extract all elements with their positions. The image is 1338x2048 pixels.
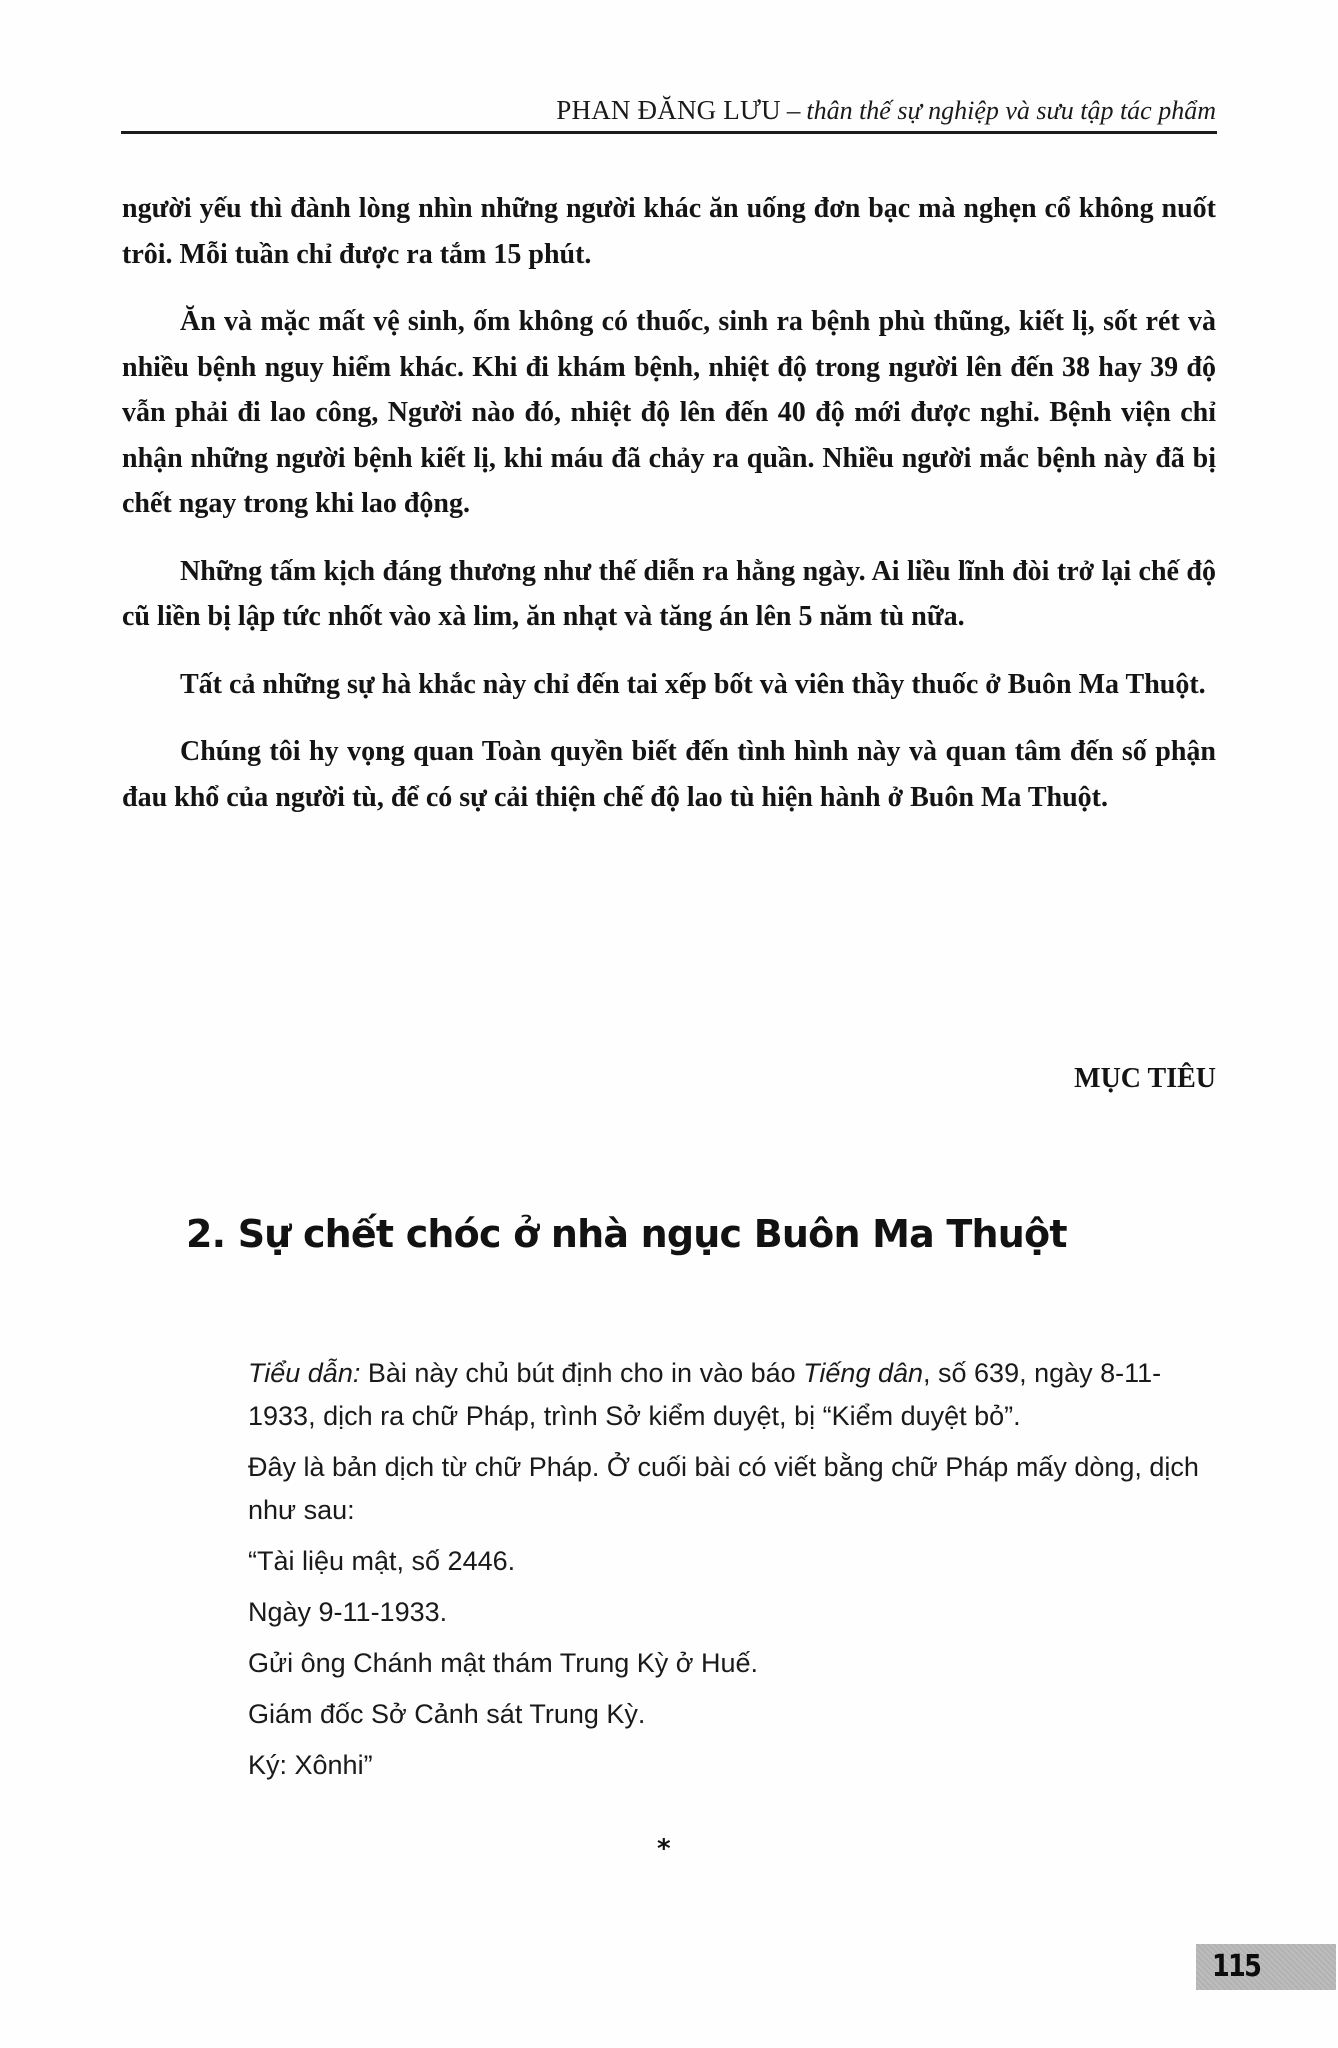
header-rule: [121, 131, 1217, 134]
introductory-note: [248, 1352, 1216, 1795]
header-separator: –: [786, 95, 801, 125]
note-line: Ngày 9-11-1933.: [248, 1597, 448, 1627]
paragraph: Chúng tôi hy vọng quan Toàn quyền biết đến tình hình này và quan tâm đến số phận đau khổ của người tù, để có sự cải thiện chế độ lao tù hiện hành ở Buôn Ma Thuột.: [122, 736, 1216, 813]
note-line: Gửi ông Chánh mật thám Trung Kỳ ở Huế.: [248, 1648, 759, 1678]
author-signature: MỤC TIÊU: [1074, 1063, 1216, 1094]
note-line: Giám đốc Sở Cảnh sát Trung Kỳ.: [248, 1699, 646, 1729]
book-subtitle: thân thế sự nghiệp và sưu tập tác phẩm: [806, 96, 1216, 125]
body-text: [122, 186, 1216, 842]
note-line: “Tài liệu mật, số 2446.: [248, 1546, 516, 1576]
page-number-box: [1196, 1944, 1336, 1990]
note-label: Tiểu dẫn:: [248, 1358, 361, 1388]
note-text: Bài này chủ bút định cho in vào báo: [360, 1358, 804, 1388]
paragraph: Những tấm kịch đáng thương như thế diễn ra hằng ngày. Ai liều lĩnh đòi trở lại chế độ cũ liền bị lập tức nhốt vào xà lim, ăn nhạt và tăng án lên 5 năm tù nữa.: [122, 555, 1216, 632]
page-number: 115: [1212, 1949, 1261, 1984]
section-heading: 2. Sự chết chóc ở nhà ngục Buôn Ma Thuột: [186, 1212, 1067, 1256]
newspaper-name: Tiếng dân: [803, 1358, 924, 1388]
paragraph: người yếu thì đành lòng nhìn những người khác ăn uống đơn bạc mà nghẹn cổ không nuốt trôi. Mỗi tuần chỉ được ra tắm 15 phút.: [122, 193, 1216, 270]
book-title: PHAN ĐĂNG LƯU: [556, 95, 781, 125]
note-text: , số 639, ngày 8-11-1933, dịch ra chữ Pháp, trình Sở kiểm duyệt, bị “Kiểm duyệt bỏ”.: [248, 1358, 1162, 1431]
paragraph: Tất cả những sự hà khắc này chỉ đến tai xếp bốt và viên thầy thuốc ở Buôn Ma Thuột.: [180, 668, 1206, 700]
note-line: Đây là bản dịch từ chữ Pháp. Ở cuối bài có viết bằng chữ Pháp mấy dòng, dịch như sau:: [248, 1452, 1199, 1525]
asterisk-ornament-icon: *: [657, 1834, 671, 1864]
paragraph: Ăn và mặc mất vệ sinh, ốm không có thuốc, sinh ra bệnh phù thũng, kiết lị, sốt rét và nhiều bệnh nguy hiểm khác. Khi đi khám bệnh, nhiệt độ trong người lên đến 38 hay 39 độ vẫn phải đi lao công, Người nào đó, nhiệt độ lên đến 40 độ mới được nghỉ. Bệnh viện chỉ nhận những người bệnh kiết lị, khi máu đã chảy ra quần. Nhiều người mắc bệnh này đã bị chết ngay trong khi lao động.: [122, 306, 1216, 519]
running-header: [122, 92, 1216, 129]
note-intro: [248, 1352, 1216, 1438]
note-line: Ký: Xônhi”: [248, 1750, 373, 1780]
